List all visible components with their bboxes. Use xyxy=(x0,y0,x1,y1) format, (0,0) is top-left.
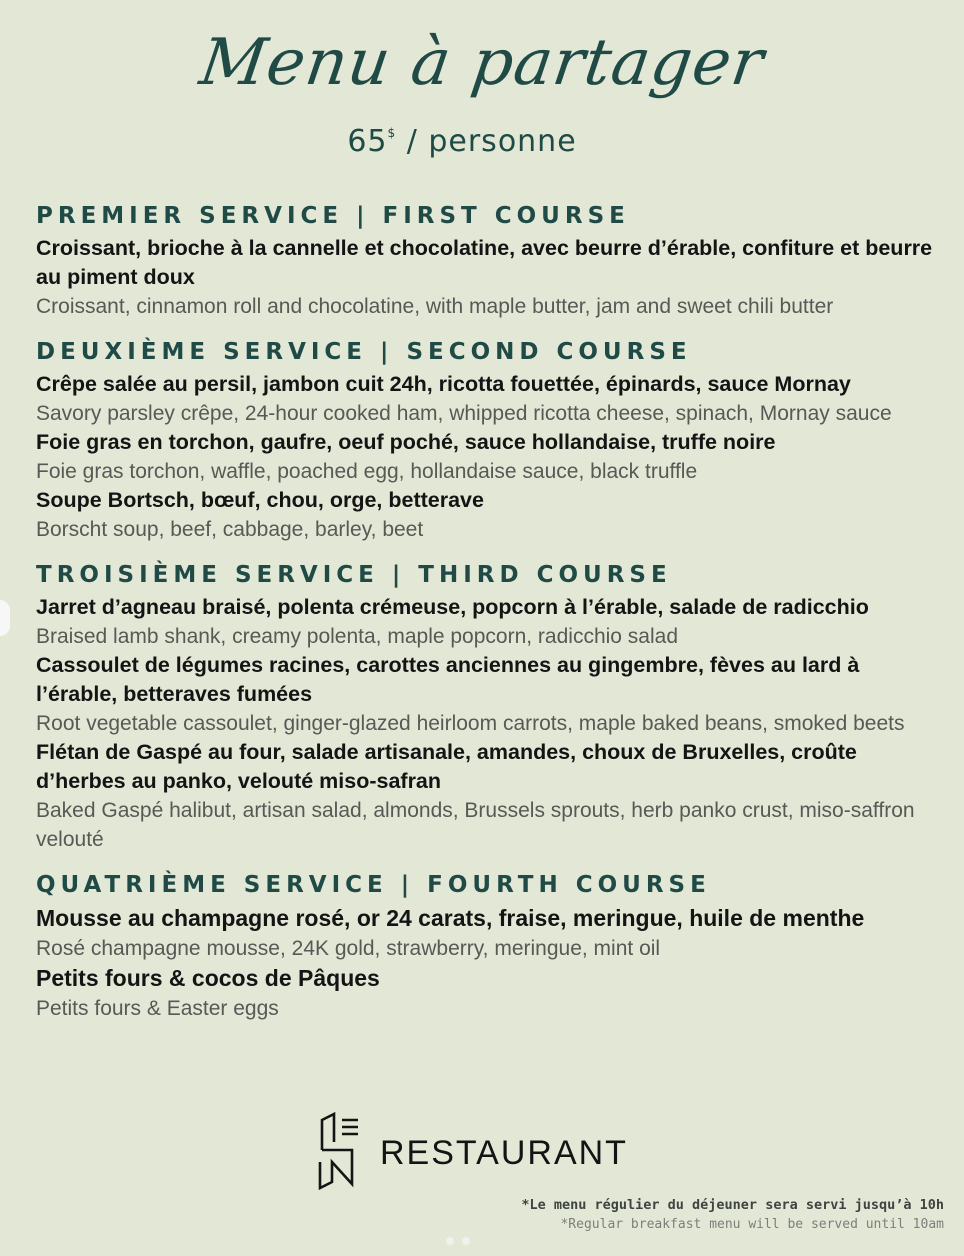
dish-name-fr: Petits fours & cocos de Pâques xyxy=(36,965,380,991)
dish xyxy=(36,651,936,738)
restaurant-logo xyxy=(318,1112,628,1192)
dish-name-fr: Croissant, brioche à la cannelle et chocolatine, avec beurre d’érable, confiture et beurre au piment doux xyxy=(36,236,933,289)
breakfast-note-en: *Regular breakfast menu will be served until 10am xyxy=(560,1217,944,1232)
menu-title: Menu à partager xyxy=(195,26,769,100)
dish-name-en: Braised lamb shank, creamy polenta, maple popcorn, radicchio salad xyxy=(36,625,679,648)
dish-name-en: Croissant, cinnamon roll and chocolatine, with maple butter, jam and sweet chili butter xyxy=(36,295,834,318)
course-title: QUATRIÈME SERVICE | FOURTH COURSE xyxy=(36,872,711,898)
breakfast-note-fr: *Le menu régulier du déjeuner sera servi jusqu’à 10h xyxy=(521,1197,944,1213)
dish xyxy=(36,234,936,321)
course-title: DEUXIÈME SERVICE | SECOND COURSE xyxy=(36,339,692,365)
course-first xyxy=(36,199,936,321)
dish xyxy=(36,963,936,1023)
breakfast-note xyxy=(521,1196,944,1234)
course-title: TROISIÈME SERVICE | THIRD COURSE xyxy=(36,562,672,588)
dish-name-fr: Cassoulet de légumes racines, carottes anciennes au gingembre, fèves au lard à l’érable, betteraves fumées xyxy=(36,653,860,706)
price-currency: $ xyxy=(387,126,397,140)
dish-name-en: Baked Gaspé halibut, artisan salad, almonds, Brussels sprouts, herb panko crust, miso-saffron velouté xyxy=(36,799,915,851)
dish-name-fr: Mousse au champagne rosé, or 24 carats, fraise, meringue, huile de menthe xyxy=(36,905,865,931)
carousel-dot[interactable] xyxy=(462,1237,470,1245)
dish-name-en: Root vegetable cassoulet, ginger-glazed heirloom carrots, maple baked beans, smoked beets xyxy=(36,712,905,735)
dish-name-fr: Flétan de Gaspé au four, salade artisanale, amandes, choux de Bruxelles, croûte d’herbes au panko, velouté miso-safran xyxy=(36,740,857,793)
menu-courses xyxy=(36,199,936,1037)
price-unit: / personne xyxy=(396,124,577,159)
dish xyxy=(36,903,936,963)
price-amount: 65 xyxy=(347,124,388,159)
carousel-prev-handle[interactable] xyxy=(0,600,10,636)
restaurant-name: RESTAURANT xyxy=(380,1134,628,1172)
dish-name-en: Foie gras torchon, waffle, poached egg, hollandaise sauce, black truffle xyxy=(36,460,698,483)
restaurant-logo-icon xyxy=(318,1112,372,1192)
course-fourth xyxy=(36,868,936,1023)
dish xyxy=(36,593,936,651)
carousel-dot[interactable] xyxy=(446,1237,454,1245)
price-per-person xyxy=(0,124,924,159)
dish xyxy=(36,486,936,544)
dish-name-en: Petits fours & Easter eggs xyxy=(36,997,279,1020)
dish xyxy=(36,428,936,486)
carousel-dots xyxy=(446,1230,478,1249)
dish-name-fr: Jarret d’agneau braisé, polenta crémeuse, popcorn à l’érable, salade de radicchio xyxy=(36,595,869,619)
course-second xyxy=(36,335,936,544)
dish-name-fr: Soupe Bortsch, bœuf, chou, orge, betterave xyxy=(36,488,484,512)
dish xyxy=(36,738,936,854)
dish-name-en: Savory parsley crêpe, 24-hour cooked ham, whipped ricotta cheese, spinach, Mornay sauce xyxy=(36,402,892,425)
dish-name-en: Borscht soup, beef, cabbage, barley, beet xyxy=(36,518,424,541)
dish-name-fr: Foie gras en torchon, gaufre, oeuf poché, sauce hollandaise, truffe noire xyxy=(36,430,776,454)
course-third xyxy=(36,558,936,854)
dish-name-en: Rosé champagne mousse, 24K gold, strawberry, meringue, mint oil xyxy=(36,937,661,960)
dish xyxy=(36,370,936,428)
dish-name-fr: Crêpe salée au persil, jambon cuit 24h, ricotta fouettée, épinards, sauce Mornay xyxy=(36,372,851,396)
course-title: PREMIER SERVICE | FIRST COURSE xyxy=(36,203,630,229)
